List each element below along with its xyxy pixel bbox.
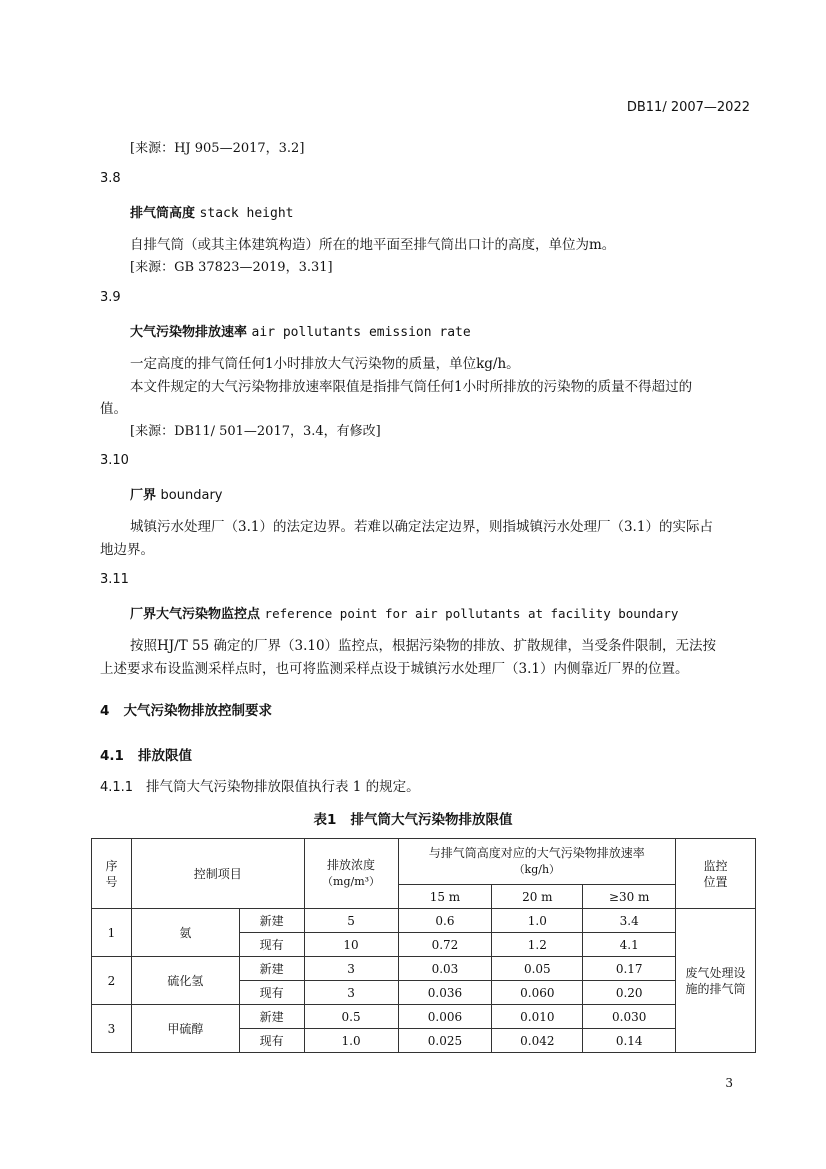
row-r30: 0.030 xyxy=(583,1005,676,1029)
row-seq: 1 xyxy=(92,909,132,957)
term-en: air pollutants emission rate xyxy=(251,325,471,340)
row-conc: 1.0 xyxy=(304,1029,398,1053)
row-name: 硫化氢 xyxy=(131,957,239,1005)
row-r30: 0.17 xyxy=(583,957,676,981)
clause-number-3-11: 3.11 xyxy=(100,572,129,587)
term-3-11 xyxy=(130,603,678,622)
term-cn: 大气污染物排放速率 xyxy=(130,325,248,340)
definition-3-9-line-3: 值。 xyxy=(100,401,127,417)
row-r20: 1.2 xyxy=(492,933,583,957)
row-r15: 0.036 xyxy=(398,981,492,1005)
clause-number-3-9: 3.9 xyxy=(100,290,121,305)
row-r15: 0.025 xyxy=(398,1029,492,1053)
monitor-location-cell: 废气处理设 施的排气筒 xyxy=(676,909,756,1053)
definition-3-9-line-1: 一定高度的排气筒任何1小时排放大气污染物的质量，单位kg/h。 xyxy=(130,356,520,372)
clause-number: 4.1.1 xyxy=(100,780,134,795)
row-r30: 3.4 xyxy=(583,909,676,933)
table-title: 排气筒大气污染物排放限值 xyxy=(350,812,513,828)
chapter-title: 大气污染物排放控制要求 xyxy=(123,703,273,719)
term-3-8 xyxy=(130,202,293,221)
table-row xyxy=(92,957,756,981)
row-r20: 0.060 xyxy=(492,981,583,1005)
term-en: boundary xyxy=(160,488,223,503)
header-emission-rate: 与排气筒高度对应的大气污染物排放速率 （kg/h） xyxy=(398,839,676,885)
table-caption xyxy=(0,808,826,828)
term-cn: 厂界大气污染物监控点 xyxy=(130,607,261,622)
row-type: 现有 xyxy=(239,981,304,1005)
definition-3-10-line-2: 地边界。 xyxy=(100,542,154,558)
term-cn: 排气筒高度 xyxy=(130,206,196,221)
document-code: DB11/ 2007—2022 xyxy=(626,100,750,115)
clause-number-3-10: 3.10 xyxy=(100,453,129,468)
header-30m: ≥30 m xyxy=(583,885,676,909)
table-row xyxy=(92,909,756,933)
row-conc: 10 xyxy=(304,933,398,957)
header-seq: 序 号 xyxy=(92,839,132,909)
row-conc: 3 xyxy=(304,957,398,981)
row-r15: 0.72 xyxy=(398,933,492,957)
row-type: 新建 xyxy=(239,909,304,933)
row-r15: 0.03 xyxy=(398,957,492,981)
source-ref-3-8: [来源：GB 37823—2019，3.31] xyxy=(130,260,333,275)
row-r30: 4.1 xyxy=(583,933,676,957)
row-type: 新建 xyxy=(239,1005,304,1029)
header-concentration: 排放浓度 （mg/m³） xyxy=(304,839,398,909)
row-r30: 0.14 xyxy=(583,1029,676,1053)
row-r20: 0.042 xyxy=(492,1029,583,1053)
clause-4-1-1 xyxy=(100,775,420,795)
clause-number-3-8: 3.8 xyxy=(100,171,121,186)
row-seq: 3 xyxy=(92,1005,132,1053)
row-r15: 0.6 xyxy=(398,909,492,933)
row-r20: 0.05 xyxy=(492,957,583,981)
emission-limits-table xyxy=(91,838,756,1053)
chapter-number: 4 xyxy=(100,703,110,719)
row-conc: 5 xyxy=(304,909,398,933)
row-name: 氨 xyxy=(131,909,239,957)
table-row xyxy=(92,1005,756,1029)
section-title: 排放限值 xyxy=(138,748,193,764)
row-type: 新建 xyxy=(239,957,304,981)
row-r20: 1.0 xyxy=(492,909,583,933)
term-3-9 xyxy=(130,321,471,340)
table-number: 表1 xyxy=(313,812,337,828)
term-cn: 厂界 xyxy=(130,488,157,503)
row-type: 现有 xyxy=(239,1029,304,1053)
page-number: 3 xyxy=(725,1076,733,1090)
section-4-1-heading xyxy=(100,744,192,764)
row-r15: 0.006 xyxy=(398,1005,492,1029)
row-conc: 0.5 xyxy=(304,1005,398,1029)
row-seq: 2 xyxy=(92,957,132,1005)
definition-3-8: 自排气筒（或其主体建筑构造）所在的地平面至排气筒出口计的高度，单位为m。 xyxy=(130,237,616,253)
row-r30: 0.20 xyxy=(583,981,676,1005)
definition-3-10-line-1: 城镇污水处理厂（3.1）的法定边界。若难以确定法定边界，则指城镇污水处理厂（3.1）的实际占 xyxy=(130,519,713,535)
term-3-10 xyxy=(130,484,223,503)
row-r20: 0.010 xyxy=(492,1005,583,1029)
chapter-4-heading xyxy=(100,699,272,719)
section-number: 4.1 xyxy=(100,748,124,764)
term-en: reference point for air pollutants at facility boundary xyxy=(264,606,679,621)
definition-3-9-line-2: 本文件规定的大气污染物排放速率限值是指排气筒任何1小时所排放的污染物的质量不得超过的 xyxy=(130,379,693,395)
source-ref-3-7: [来源：HJ 905—2017，3.2] xyxy=(130,141,305,156)
header-20m: 20 m xyxy=(492,885,583,909)
row-conc: 3 xyxy=(304,981,398,1005)
clause-text: 排气筒大气污染物排放限值执行表 1 的规定。 xyxy=(145,779,420,795)
definition-3-11-line-2: 上述要求布设监测采样点时，也可将监测采样点设于城镇污水处理厂（3.1）内侧靠近厂界的位置。 xyxy=(100,661,689,677)
row-type: 现有 xyxy=(239,933,304,957)
row-name: 甲硫醇 xyxy=(131,1005,239,1053)
source-ref-3-9: [来源：DB11/ 501—2017，3.4，有修改] xyxy=(130,424,381,439)
header-item: 控制项目 xyxy=(131,839,304,909)
header-monitor-location: 监控 位置 xyxy=(676,839,756,909)
definition-3-11-line-1: 按照HJ/T 55 确定的厂界（3.10）监控点，根据污染物的排放、扩散规律，当受条件限制，无法按 xyxy=(130,638,717,654)
header-15m: 15 m xyxy=(398,885,492,909)
term-en: stack height xyxy=(199,206,294,221)
